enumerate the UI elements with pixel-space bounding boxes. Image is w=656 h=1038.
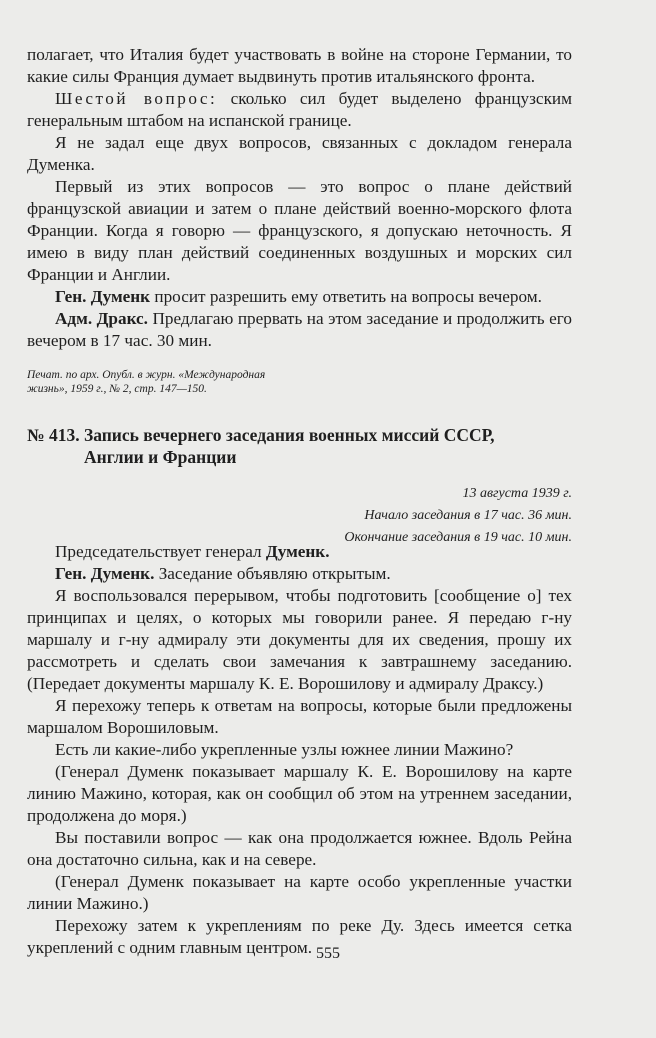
document-meta — [27, 483, 572, 549]
paragraph-text: Заседание объявляю открытым. — [154, 564, 391, 583]
document-heading — [27, 424, 572, 468]
paragraph: Первый из этих вопросов — это вопрос о плане действий французской авиации и затем о плане действий военно-морского флота Франции. Когда я говорю — французского, я допускаю неточность. Я имею в виду план действий соединенных воздушных и морских сил Франции и Англии. — [27, 177, 572, 284]
paragraph-text: просит разрешить ему ответить на вопросы вечером. — [150, 287, 542, 306]
paragraph — [27, 563, 572, 585]
paragraph: Есть ли какие-либо укрепленные узлы южнее линии Мажино? — [55, 740, 514, 759]
paragraph-text: Председательствует генерал — [55, 542, 266, 561]
paragraph — [27, 88, 572, 132]
paragraph: Я перехожу теперь к ответам на вопросы, которые были предложены маршалом Ворошиловым. — [27, 696, 572, 737]
title-line-2: Англии и Франции — [84, 447, 237, 467]
paragraph: Я не задал еще двух вопросов, связанных с докладом генерала Думенка. — [27, 133, 572, 174]
paragraph: Перехожу затем к укреплениям по реке Ду. Здесь имеется сетка укреплений с одним главным центром. — [27, 916, 572, 957]
question-lead: Шестой вопрос: — [55, 89, 218, 108]
paragraph: полагает, что Италия будет участвовать в войне на стороне Германии, то какие силы Франция думает выдвинуть против итальянского фронта. — [27, 45, 572, 86]
source-note-text: Печат. по арх. Опубл. в журн. «Международная жизнь», 1959 г., № 2, стр. 147—150. — [27, 369, 266, 395]
paragraph: (Генерал Думенк показывает маршалу К. Е. Ворошилову на карте линию Мажино, которая, как он сообщил об этом на утреннем заседании, продолжена до моря.) — [27, 762, 572, 825]
top-section — [27, 44, 572, 352]
speaker-name: Ген. Думенк — [55, 287, 151, 306]
session-end: Окончание заседания в 19 час. 10 мин. — [344, 530, 572, 545]
session-start: Начало заседания в 17 час. 36 мин. — [364, 508, 572, 523]
paragraph-text: Предлагаю прервать на этом заседание и продолжить его вечером в 17 час. 30 мин. — [27, 309, 572, 350]
paragraph — [27, 541, 572, 563]
title-line-1: № 413. Запись вечернего заседания военных миссий СССР, — [27, 425, 495, 445]
document-title — [27, 424, 572, 468]
paragraph-text: сколько сил будет выделено французским генеральным штабом на испанской границе. — [27, 89, 572, 130]
page-number: 555 — [316, 945, 340, 962]
paragraph: Вы поставили вопрос — как она продолжается южнее. Вдоль Рейна она достаточно сильна, как и на севере. — [27, 828, 572, 869]
speaker-name: Думенк. — [265, 542, 330, 561]
paragraph: Я воспользовался перерывом, чтобы подготовить [сообщение о] тех принципах и целях, о которых мы говорили ранее. Я передаю г-ну маршалу и г-ну адмиралу эти документы для их сведения, прошу их рассмотреть и сделать свои замечания к завтрашнему заседанию. (Передает документы маршалу К. Е. Ворошилову и адмиралу Драксу.) — [27, 586, 572, 693]
paragraph — [27, 308, 572, 352]
speaker-name: Адм. Дракс. — [55, 309, 148, 328]
source-note — [27, 368, 272, 396]
document-date: 13 августа 1939 г. — [462, 486, 572, 501]
paragraph: (Генерал Думенк показывает на карте особо укрепленные участки линии Мажино.) — [27, 872, 572, 913]
bottom-section — [27, 541, 572, 959]
paragraph — [27, 286, 572, 308]
speaker-name: Ген. Думенк. — [55, 564, 155, 583]
